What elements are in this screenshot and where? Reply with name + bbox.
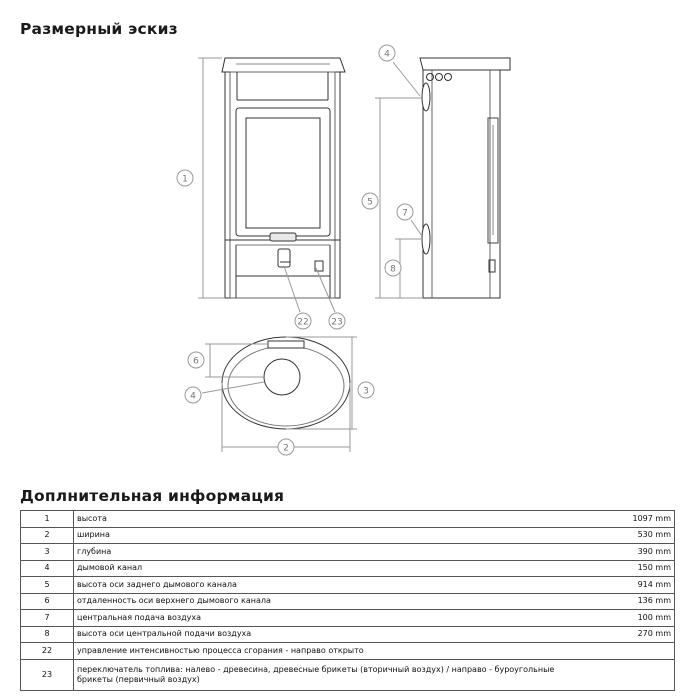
table-row: [21, 643, 675, 660]
row-value: 1097 mm: [588, 511, 675, 528]
callout-4-top-label: 4: [190, 391, 196, 402]
callout-22-label: 22: [297, 317, 309, 328]
row-description: глубина: [74, 544, 589, 561]
sketch-heading: Размерный эскиз: [20, 20, 178, 38]
row-number: 23: [21, 659, 74, 690]
row-description: управление интенсивностью процесса сгорания - направо открыто: [74, 643, 589, 660]
row-number: 3: [21, 544, 74, 561]
row-number: 2: [21, 527, 74, 544]
row-value: [588, 659, 675, 690]
row-value: 150 mm: [588, 560, 675, 577]
row-number: 22: [21, 643, 74, 660]
row-number: 6: [21, 593, 74, 610]
callout-3-label: 3: [363, 386, 369, 397]
row-number: 7: [21, 610, 74, 627]
row-description: высота: [74, 511, 589, 528]
table-row: [21, 544, 675, 561]
row-description: центральная подача воздуха: [74, 610, 589, 627]
row-value: 100 mm: [588, 610, 675, 627]
table-row: [21, 577, 675, 594]
table-row: [21, 560, 675, 577]
callout-7-label: 7: [402, 208, 408, 219]
row-value: 390 mm: [588, 544, 675, 561]
row-number: 4: [21, 560, 74, 577]
row-description: отдаленность оси верхнего дымового канала: [74, 593, 589, 610]
table-row: [21, 626, 675, 643]
row-description: высота оси центральной подачи воздуха: [74, 626, 589, 643]
callout-6-label: 6: [193, 356, 199, 367]
row-value: 270 mm: [588, 626, 675, 643]
callout-4-side-label: 4: [384, 49, 390, 60]
row-description: переключатель топлива: налево - древесина, древесные брикеты (вторичный воздух) / направо - буроугольные брикеты (первичный воздух): [74, 659, 589, 690]
table-row: [21, 659, 675, 690]
row-number: 8: [21, 626, 74, 643]
info-table: [20, 510, 675, 691]
table-row: [21, 511, 675, 528]
callout-8-label: 8: [390, 264, 396, 275]
row-value: [588, 643, 675, 660]
callout-23-label: 23: [331, 317, 343, 328]
row-description: ширина: [74, 527, 589, 544]
top-view: [202, 337, 357, 452]
table-row: [21, 527, 675, 544]
callout-5-label: 5: [367, 197, 373, 208]
row-number: 5: [21, 577, 74, 594]
row-value: 530 mm: [588, 527, 675, 544]
row-value: 914 mm: [588, 577, 675, 594]
callout-2-label: 2: [283, 443, 289, 454]
callout-1-label: 1: [182, 174, 188, 185]
row-description: высота оси заднего дымового канала: [74, 577, 589, 594]
row-value: 136 mm: [588, 593, 675, 610]
front-view: [198, 58, 345, 312]
info-heading: Доплнительная информация: [20, 487, 285, 505]
row-number: 1: [21, 511, 74, 528]
table-row: [21, 593, 675, 610]
row-description: дымовой канал: [74, 560, 589, 577]
table-row: [21, 610, 675, 627]
